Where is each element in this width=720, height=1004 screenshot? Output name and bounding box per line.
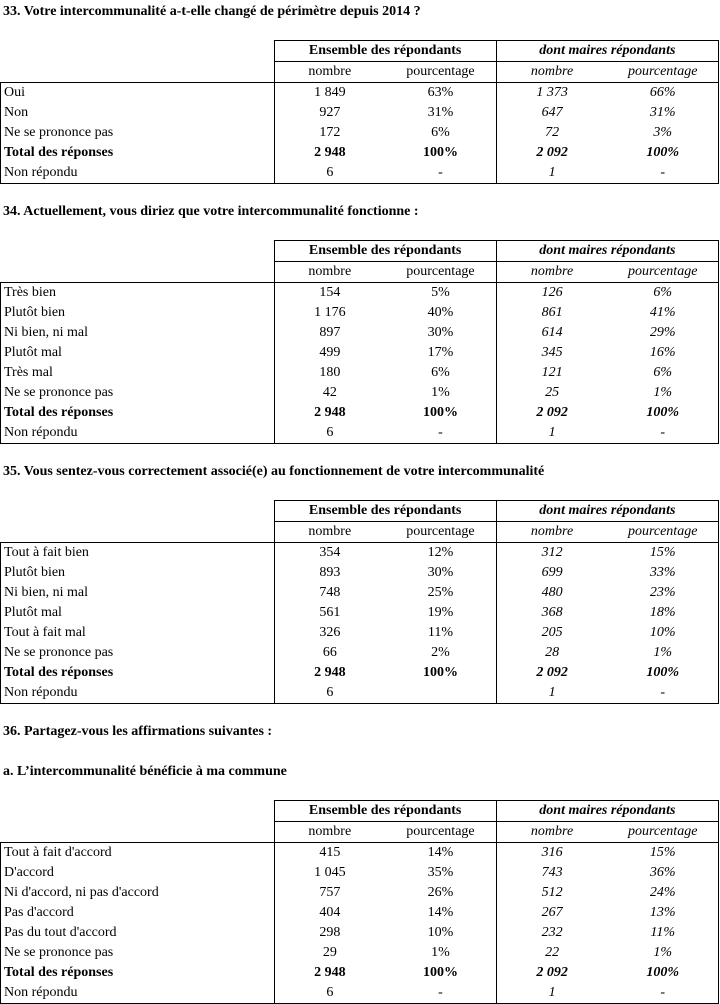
non-repondu-row: Non répondu 6 - 1 - — [1, 423, 719, 444]
question-33-title: 33. Votre intercommunalité a-t-elle changé de périmètre depuis 2014 ? — [3, 4, 421, 19]
table-row: Ne se prononce pas 66 2% 28 1% — [1, 643, 719, 663]
table-row: Non 927 31% 647 31% — [1, 103, 719, 123]
col-nombre: nombre — [496, 262, 607, 283]
table-row: Ni bien, ni mal 748 25% 480 23% — [1, 583, 719, 603]
table-q35 — [0, 500, 719, 704]
col-pourcentage: pourcentage — [385, 62, 496, 83]
question-35-title: 35. Vous sentez-vous correctement associé(e) au fonctionnement de votre intercommunalité — [3, 464, 545, 479]
non-repondu-row: Non répondu 6 1 - — [1, 683, 719, 704]
table-q34 — [0, 240, 719, 444]
table-q33 — [0, 40, 719, 184]
col-pourcentage: pourcentage — [385, 822, 496, 843]
table-row: Plutôt bien 893 30% 699 33% — [1, 563, 719, 583]
col-pourcentage: pourcentage — [607, 822, 718, 843]
table-row: Pas du tout d'accord 298 10% 232 11% — [1, 923, 719, 943]
header-ensemble: Ensemble des répondants — [274, 41, 496, 62]
header-ensemble: Ensemble des répondants — [274, 801, 496, 822]
table-row: Tout à fait mal 326 11% 205 10% — [1, 623, 719, 643]
table-row: Plutôt mal 561 19% 368 18% — [1, 603, 719, 623]
col-pourcentage: pourcentage — [607, 262, 718, 283]
col-nombre: nombre — [274, 822, 385, 843]
col-nombre: nombre — [496, 522, 607, 543]
table-row: Ne se prononce pas 172 6% 72 3% — [1, 123, 719, 143]
col-nombre: nombre — [274, 62, 385, 83]
table-row: Ni bien, ni mal 897 30% 614 29% — [1, 323, 719, 343]
col-nombre: nombre — [496, 62, 607, 83]
question-36-title: 36. Partagez-vous les affirmations suivantes : — [3, 724, 273, 739]
table-row: Plutôt mal 499 17% 345 16% — [1, 343, 719, 363]
col-pourcentage: pourcentage — [607, 62, 718, 83]
table-row: Ne se prononce pas 42 1% 25 1% — [1, 383, 719, 403]
table-row: Ni d'accord, ni pas d'accord 757 26% 512 24% — [1, 883, 719, 903]
header-ensemble: Ensemble des répondants — [274, 241, 496, 262]
header-maires: dont maires répondants — [496, 241, 718, 262]
total-row: Total des réponses 2 948 100% 2 092 100% — [1, 143, 719, 163]
table-row: Tout à fait bien 354 12% 312 15% — [1, 543, 719, 564]
header-maires: dont maires répondants — [496, 801, 718, 822]
table-row: Très mal 180 6% 121 6% — [1, 363, 719, 383]
table-row: D'accord 1 045 35% 743 36% — [1, 863, 719, 883]
col-pourcentage: pourcentage — [607, 522, 718, 543]
header-maires: dont maires répondants — [496, 501, 718, 522]
table-row: Tout à fait d'accord 415 14% 316 15% — [1, 843, 719, 864]
col-nombre: nombre — [274, 522, 385, 543]
table-row: Pas d'accord 404 14% 267 13% — [1, 903, 719, 923]
question-36a-subtitle: a. L’intercommunalité bénéficie à ma commune — [3, 764, 287, 779]
header-maires: dont maires répondants — [496, 41, 718, 62]
question-34-title: 34. Actuellement, vous diriez que votre intercommunalité fonctionne : — [3, 204, 419, 219]
table-row: Oui 1 849 63% 1 373 66% — [1, 83, 719, 104]
total-row: Total des réponses 2 948 100% 2 092 100% — [1, 963, 719, 983]
col-nombre: nombre — [274, 262, 385, 283]
table-row: Très bien 154 5% 126 6% — [1, 283, 719, 304]
table-row: Plutôt bien 1 176 40% 861 41% — [1, 303, 719, 323]
table-q36a — [0, 800, 719, 1004]
table-row: Ne se prononce pas 29 1% 22 1% — [1, 943, 719, 963]
header-ensemble: Ensemble des répondants — [274, 501, 496, 522]
non-repondu-row: Non répondu 6 - 1 - — [1, 163, 719, 184]
col-pourcentage: pourcentage — [385, 262, 496, 283]
total-row: Total des réponses 2 948 100% 2 092 100% — [1, 403, 719, 423]
col-pourcentage: pourcentage — [385, 522, 496, 543]
col-nombre: nombre — [496, 822, 607, 843]
non-repondu-row: Non répondu 6 - 1 - — [1, 983, 719, 1004]
total-row: Total des réponses 2 948 100% 2 092 100% — [1, 663, 719, 683]
